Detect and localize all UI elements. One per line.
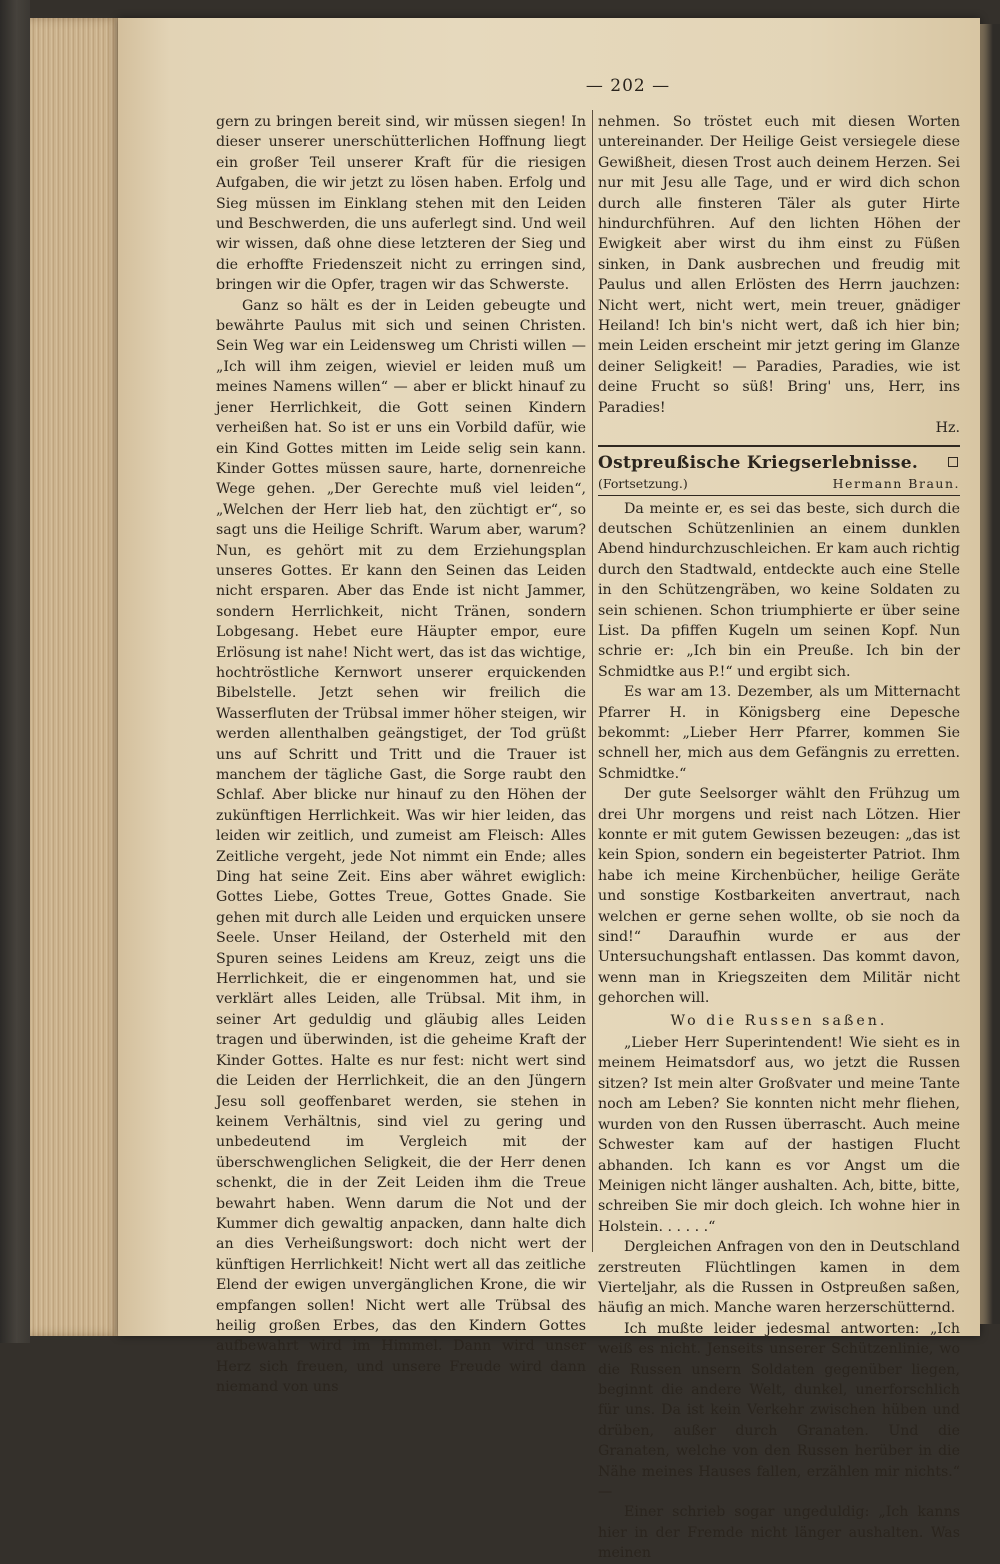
book-cover xyxy=(0,0,30,1343)
continuation-note: (Fortsetzung.) xyxy=(598,475,688,491)
paragraph: Dergleichen Anfragen von den in Deutschland zerstreuten Flüchtlingen kamen in dem Vierteljahr, als die Russen in Ostpreußen saßen, häufig an mich. Manche waren herzerschütternd. xyxy=(598,1239,960,1317)
page-edges xyxy=(30,18,122,1336)
section-title xyxy=(598,445,960,475)
right-column xyxy=(598,112,960,1564)
paragraph: Es war am 13. Dezember, als um Mitternacht Pfarrer H. in Königsberg eine Depesche bekommt: „Lieber Herr Pfarrer, kommen Sie schnell her, mich aus dem Gefängnis zu erretten. Schmidtke.“ xyxy=(598,684,960,782)
section-title-text: Ostpreußische Kriegserlebnisse. xyxy=(598,452,919,473)
column-divider xyxy=(592,110,593,1252)
ornament-box-icon xyxy=(948,457,958,467)
paragraph: Ganz so hält es der in Leiden gebeugte und bewährte Paulus mit sich und seinen Christen. Sein Weg war ein Leidensweg um Christi willen — „Ich will ihm zeigen, wieviel er leiden muß um meines Namens willen“ — aber er blickt hinauf zu jener Herrlichkeit, die Gott seinen Kindern verheißen hat. So ist er uns ein Vorbild dafür, wie ein Kind Gottes mitten im Leide selig sein kann. Kinder Gottes müssen saure, harte, dornenreiche Wege gehen. „Der Gerechte muß viel leiden“, „Welchen der Herr lieb hat, den züchtigt er“, so sagt uns die Heilige Schrift. Warum aber, warum? Nun, es gehört mit zu dem Erziehungsplan unseres Gottes. Er kann den Seinen das Leiden nicht ersparen. Aber das Ende ist nicht Jammer, sondern Herrlichkeit, nicht Tränen, sondern Lobgesang. Hebet eure Häupter empor, eure Erlösung ist nahe! Nicht wert, das ist das wichtige, hochtröstliche Kernwort unserer erquickenden Bibelstelle. Jetzt sehen wir freilich die Wasserfluten der Trübsal immer höher steigen, wir werden allenthalben geängstiget, der Tod grüßt uns auf Schritt und Tritt und die Trauer ist manchem der tägliche Gast, die Sorge raubt den Schlaf. Aber blicke nur hinauf zu den Höhen der zukünftigen Herrlichkeit. Was wir hier leiden, das leiden wir zeitlich, und zumeist am Fleisch: Alles Zeitliche vergeht, jede Not nimmt ein Ende; alles Ding hat seine Zeit. Eins aber währet ewiglich: Gottes Liebe, Gottes Treue, Gottes Gnade. Sie gehen mit durch alle Leiden und erquicken unsere Seele. Unser Heiland, der Osterheld mit den Spuren seines Leidens am Kreuz, zeigt uns die Herrlichkeit, die er eingenommen hat, und sie verklärt alles Leiden, alle Trübsal. Mit ihm, in seiner Art geduldig und gläubig alles Leiden tragen und überwinden, ist die geheime Kraft der Kinder Gottes. Halte es nur fest: nicht wert sind die Leiden der Herrlichkeit, die an den Jüngern Jesu soll geoffenbaret werden, sie stehen in keinem Verhältnis, sind viel zu gering und unbedeutend im Vergleich mit der überschwenglichen Seligkeit, die der Herr denen schenkt, die in der Zeit Leiden ihm die Treue bewahrt haben. Wenn darum die Not und der Kummer dich gewaltig anpacken, dann halte dich an dies Verheißungswort: doch nicht wert der künftigen Herrlichkeit! Nicht wert all das zeitliche Elend der ewigen unvergänglichen Krone, die wir empfangen sollen! Nicht wert alle Trübsal des heilig großen Erbes, das den Kindern Gottes aufbewahrt wird im Himmel. Dann wird unser Herz sich freuen, und unsere Freude wird dann niemand von uns xyxy=(216,297,586,1396)
paragraph: gern zu bringen bereit sind, wir müssen siegen! In dieser unserer unerschütterlichen Hoffnung liegt ein großer Teil unserer Kraft für die riesigen Aufgaben, die wir jetzt zu lösen haben. Erfolg und Sieg müssen im Einklang stehen mit den Leiden und Beschwerden, die uns auferlegt sind. Und weil wir wissen, daß ohne diese letzteren der Sieg und die erhoffte Friedenszeit nicht zu erringen sind, bringen wir die Opfer, tragen wir das Schwerste. xyxy=(216,114,586,294)
paragraph: nehmen. So tröstet euch mit diesen Worten untereinander. Der Heilige Geist versiegele diese Gewißheit, diesen Trost auch deinem Herzen. Sei nur mit Jesu alle Tage, und er wird dich schon durch alle finsteren Täler als guter Hirte hindurchführen. Auf den lichten Höhen der Ewigkeit aber wirst du ihm einst zu Füßen sinken, in Dank ausbrechen und freudig mit Paulus und allen Erlösten des Herrn jauchzen: Nicht wert, nicht wert, mein treuer, gnädiger Heiland! Ich bin's nicht wert, daß ich hier bin; mein Leiden erscheint mir jetzt gering im Glanze deiner Seligkeit! — Paradies, Paradies, wie ist deine Frucht so süß! Bring' uns, Herr, ins Paradies! xyxy=(598,114,960,416)
subheading: Wo die Russen saßen. xyxy=(670,1012,888,1029)
author-name: Hermann Braun. xyxy=(832,475,960,491)
left-column xyxy=(216,112,586,1398)
signature: Hz. xyxy=(935,420,960,437)
book-page xyxy=(118,18,980,1562)
paragraph: Da meinte er, es sei das beste, sich durch die deutschen Schützenlinien an einem dunklen Abend hindurchzuschleichen. Er kam auch richtig durch den Stadtwald, entdeckte auch eine Stelle in den Schützengräben, wo keine Soldaten zu sein schienen. Schon triumphierte er über seine List. Da pfiffen Kugeln um seinen Kopf. Nun schrie er: „Ich bin ein Preuße. Ich bin der Schmidtke aus P.!“ und ergibt sich. xyxy=(598,500,960,680)
paragraph: Ich mußte leider jedesmal antworten: „Ich weiß es nicht. Jenseits unserer Schützenlinie, wo die Russen unsern Soldaten gegenüber liegen, beginnt die andere Welt, dunkel, unerforschlich für uns. Da ist kein Verkehr zwischen hüben und drüben, außer durch Granaten. Und die Granaten, welche von den Russen herüber in die Nähe meines Hauses fallen, erzählen mir nichts.“ — xyxy=(598,1320,960,1500)
paragraph: Einer schrieb sogar ungeduldig: „Ich kanns hier in der Fremde nicht länger aushalten. Was meinen xyxy=(598,1504,960,1562)
paragraph: „Lieber Herr Superintendent! Wie sieht es in meinem Heimatsdorf aus, wo jetzt die Russen sitzen? Ist mein alter Großvater und meine Tante noch am Leben? Sie konnten nicht mehr fliehen, wurden von den Russen überrascht. Auch meine Schwester kam auf der hastigen Flucht abhanden. Ich kann es vor Angst um die Meinigen nicht länger aushalten. Ach, bitte, bitte, schreiben Sie mir doch gleich. Ich wohne hier in Holstein. . . . . .“ xyxy=(598,1035,960,1235)
byline xyxy=(598,475,960,496)
paragraph: Der gute Seelsorger wählt den Frühzug um drei Uhr morgens und reist nach Lötzen. Hier konnte er mit gutem Gewissen bezeugen: „das ist kein Spion, sondern ein begeisterter Patriot. Ihm habe ich meine Kirchenbücher, heilige Geräte und sonstige Kostbarkeiten anvertraut, nach welchen er gerne sehen wollte, ob sie noch da sind!“ Daraufhin wurde er aus der Untersuchungshaft entlassen. Das kommt davon, wenn man in Kriegszeiten dem Militär nicht gehorchen will. xyxy=(598,786,960,1007)
page-number: — 202 — xyxy=(585,76,671,96)
